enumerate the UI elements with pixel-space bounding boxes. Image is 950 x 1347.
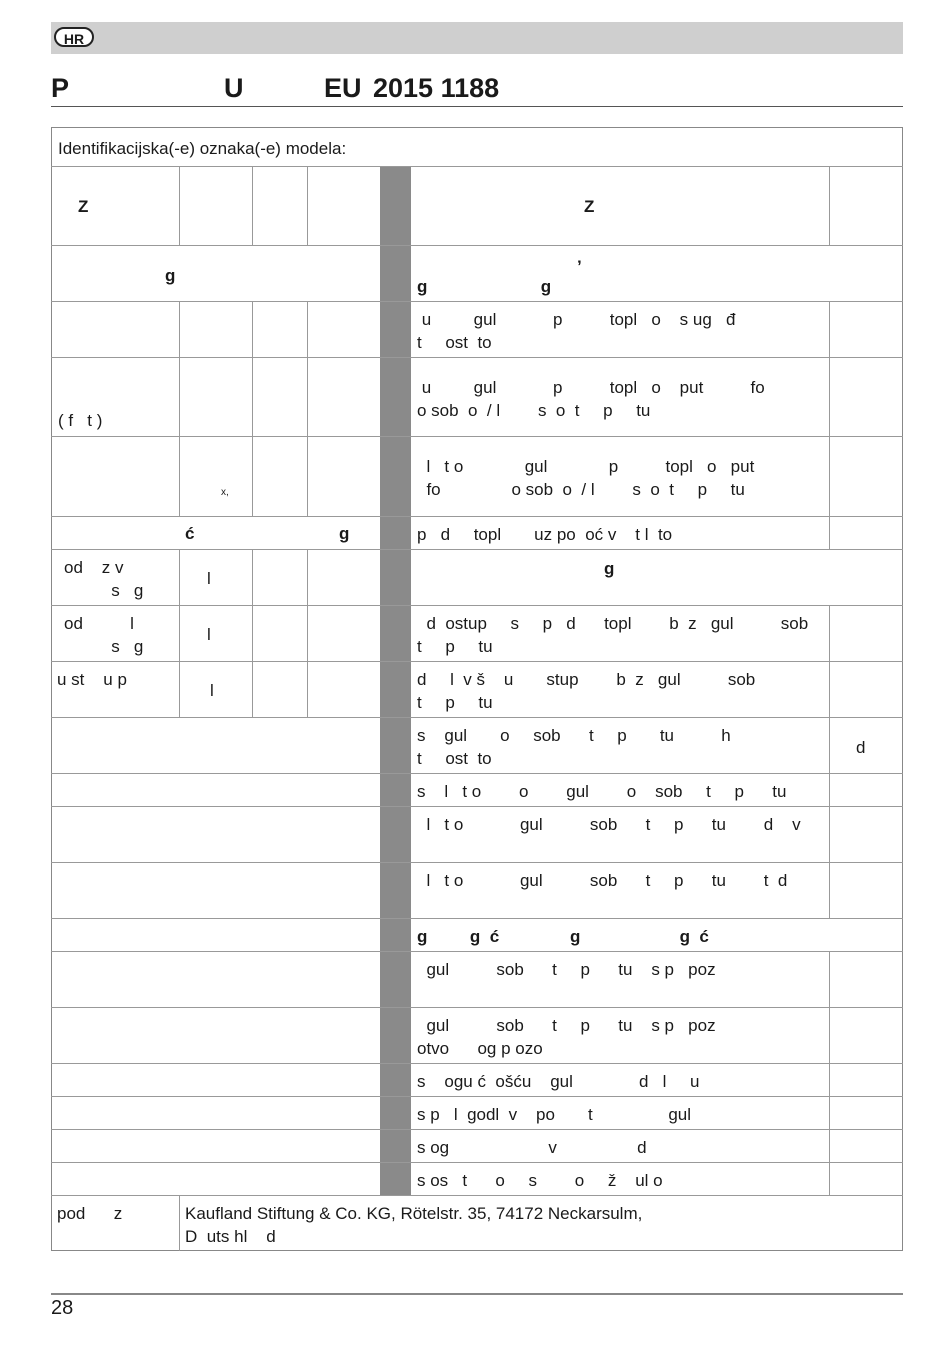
col-divider — [179, 166, 180, 245]
contact-label: pod z — [57, 1204, 123, 1223]
right-cell-text: g g ć g g ć — [417, 927, 709, 946]
unit-cell-text: d — [856, 738, 866, 757]
left-cell-text: l — [210, 681, 214, 700]
model-id-label: Identifikacijska(-e) oznaka(-e) modela: — [58, 139, 347, 158]
language-badge: HR — [54, 27, 94, 47]
right-cell-text: d l v š u stup b z gul sob t p tu — [417, 670, 756, 712]
col-divider — [252, 166, 253, 245]
right-cell-text: l t o gul sob t p tu d v — [417, 815, 801, 834]
col-divider — [307, 166, 308, 245]
col-divider — [179, 1195, 180, 1251]
contact-address: Kaufland Stiftung & Co. KG, Rötelstr. 35, 74172 Neckarsulm, — [185, 1204, 643, 1223]
right-cell-text: g — [604, 559, 615, 578]
row-divider — [51, 516, 903, 517]
left-cell-text: l — [207, 625, 211, 644]
title-part: U — [224, 73, 244, 103]
left-cell-text: x, — [221, 487, 229, 498]
left-cell-text: Z — [78, 197, 89, 216]
title-part: EU — [324, 73, 362, 103]
col-divider — [179, 549, 180, 717]
right-cell-text: gul sob t p tu s p poz — [417, 960, 716, 979]
left-cell-text: od l s g — [64, 614, 144, 656]
title-part: 2015 1188 — [373, 73, 500, 103]
col-divider — [307, 301, 308, 516]
row-divider — [51, 1129, 903, 1130]
language-bar — [51, 22, 903, 54]
page-title — [51, 70, 903, 107]
right-cell-text: s gul o sob t p tu h t ost to — [417, 726, 731, 768]
left-cell-text: g — [339, 524, 350, 543]
right-cell-text: g g — [417, 277, 552, 296]
right-cell-text: s ogu ć ošću gul d l u — [417, 1072, 700, 1091]
right-cell-text: l t o gul p topl o put fo o sob o / l s o t p tu — [426, 457, 755, 499]
row-divider — [51, 1096, 903, 1097]
right-cell-text: p d topl uz po oć v t l to — [417, 525, 673, 544]
row-divider — [51, 951, 903, 952]
col-divider — [829, 605, 830, 918]
col-divider — [829, 951, 830, 1195]
left-cell-text: g — [165, 266, 176, 285]
col-divider — [829, 301, 830, 549]
right-cell-text: s os t o s o ž ul o — [417, 1171, 663, 1190]
table-gray-column — [380, 166, 411, 1195]
right-cell-text: u gul p topl o s ug đ t ost to — [417, 310, 736, 352]
right-cell-text: ’ — [577, 257, 582, 276]
left-cell-text: ( f t ) — [58, 411, 103, 430]
row-divider — [51, 1162, 903, 1163]
right-cell-text: Z — [584, 197, 595, 216]
right-cell-text: d ostup s p d topl b z gul sob t p tu — [417, 614, 809, 656]
contact-country: D uts hl d — [185, 1227, 276, 1246]
left-cell-text: ć — [185, 524, 195, 543]
col-divider — [252, 301, 253, 516]
right-cell-text: gul sob t p tu s p poz otvo og p ozo — [417, 1016, 716, 1058]
page-number: 28 — [51, 1297, 74, 1319]
right-cell-text: u gul p topl o put fo o sob o / l s o t p tu — [417, 378, 765, 420]
title-part: P — [51, 73, 70, 103]
left-cell-text: od z v s g — [64, 558, 144, 600]
left-cell-text: u st u p — [57, 670, 127, 689]
left-cell-text: l — [207, 569, 211, 588]
row-divider — [51, 717, 903, 718]
right-cell-text: s l t o o gul o sob t p tu — [417, 782, 787, 801]
col-divider — [829, 166, 830, 245]
row-divider — [51, 773, 903, 774]
col-divider — [179, 301, 180, 516]
col-divider — [307, 549, 308, 717]
row-divider — [51, 245, 903, 246]
row-divider — [51, 806, 903, 807]
row-divider — [51, 1063, 903, 1064]
right-cell-text: s og v d — [417, 1138, 647, 1157]
right-cell-text: l t o gul sob t p tu t d — [417, 871, 788, 890]
right-cell-text: s p l godl v po t gul — [417, 1105, 692, 1124]
row-divider — [51, 918, 903, 919]
row-divider — [51, 862, 903, 863]
footer-divider — [51, 1293, 903, 1295]
row-divider — [51, 1007, 903, 1008]
col-divider — [252, 549, 253, 717]
